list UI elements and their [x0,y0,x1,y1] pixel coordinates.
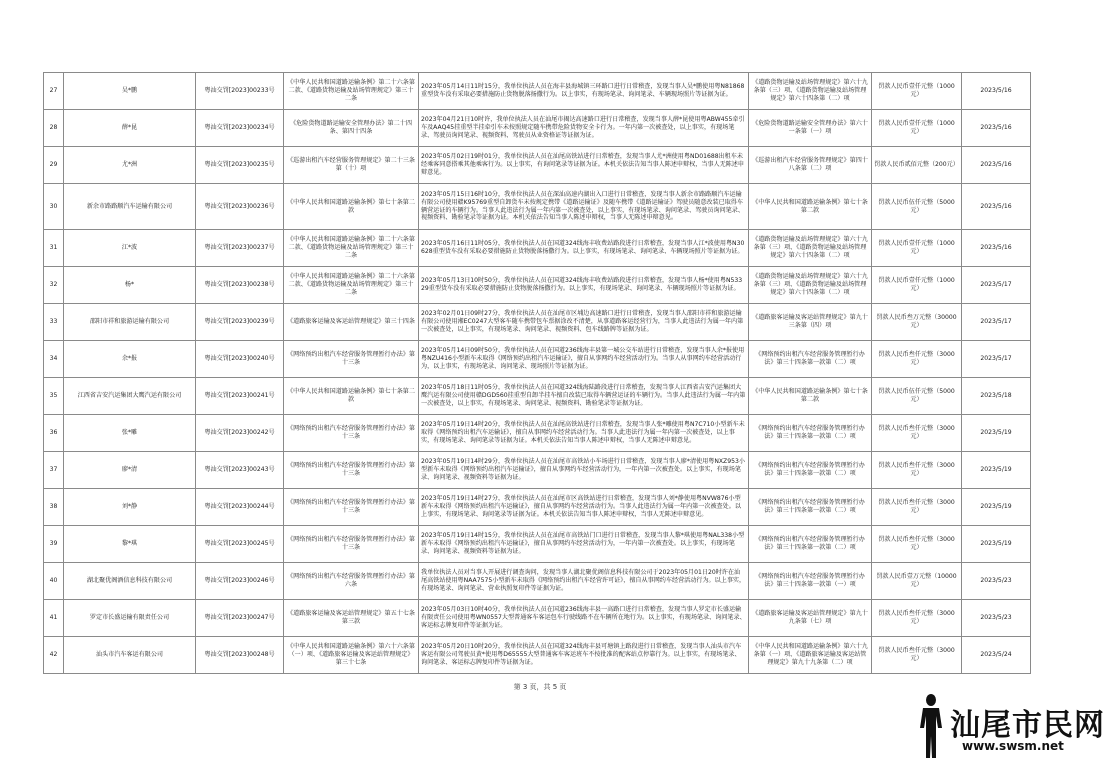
decision-number-cell: 粤汕交罚[2023]00236号 [196,184,284,230]
decision-date-cell: 2023/5/19 [962,415,1031,452]
decision-date-cell: 2023/5/18 [962,378,1031,415]
penalty-result-cell: 罚款人民币叁仟元整（3000元） [872,415,962,452]
penalty-result-cell: 罚款人民币叁仟元整（3000元） [872,600,962,637]
row-number-cell: 34 [44,341,64,378]
table-row [44,526,1031,563]
row-number-cell: 39 [44,526,64,563]
penalty-result-cell: 罚款人民币壹仟元整（1000元） [872,73,962,110]
row-number-cell: 40 [44,563,64,600]
penalty-result-cell: 罚款人民币伍仟元整（5000元） [872,184,962,230]
penalty-result-cell: 罚款人民币壹仟元整（1000元） [872,230,962,267]
violation-basis-cell: 《网络预约出租汽车经营服务管理暂行办法》第十三条 [284,526,419,563]
table-row [44,489,1031,526]
penalty-result-cell: 罚款人民币伍仟元整（5000元） [872,378,962,415]
penalty-result-cell: 罚款人民币叁仟元整（3000元） [872,637,962,674]
table-row [44,600,1031,637]
party-name-cell: 张*雕 [64,415,196,452]
violation-facts-cell: 2023年05月19日14时15分，我单位执法人员在汕尾市高铁站门口进行日常稽查，发现当事人黎*琪使用粤NAL338小型新车未取得《网络预约出租汽车运输证》，擅自从事网约车经营活动行为，一年内第一次被查处。以上事实，有现场笔录、询问笔录、视频资料等证据为证。 [419,526,749,563]
violation-facts-cell: 2023年05月19日14时20分，我单位执法人员在汕尾高铁站进行日常稽查，发现当事人张*雕使用粤N7C710小型新车未取得《网络预约出租汽车运输证》，擅自从事网约车经营活动行为。当事人此违法行为属一年内第一次被查处，以上事实，有现场笔录、询问笔录等证据为证。本机关依法告知当事人陈述申辩权，当事人无陈述申辩意见。 [419,415,749,452]
violation-facts-cell: 2023年05月18日11时05分，我单位执法人员在国道324线海陆路段进行日常稽查，发现当事人江西省吉安汽运集团大鹰汽运有限公司使用赣DGD560挂重型自卸半挂车擅自改装已取得车辆营运证的车辆行为。当事人此违法行为属一年内第一次被查处，以上事实，有现场笔录、询问笔录、视频资料、勘验笔录等证据为证。 [419,378,749,415]
penalty-basis-cell: 《网络预约出租汽车经营服务管理暂行办法》第三十四条第一款第（二）项 [749,452,872,489]
decision-date-cell: 2023/5/16 [962,110,1031,147]
row-number-cell: 36 [44,415,64,452]
decision-date-cell: 2023/5/23 [962,563,1031,600]
party-name-cell: 吴*鹏 [64,73,196,110]
person-silhouette-icon [914,692,948,760]
table-row [44,563,1031,600]
row-number-cell: 27 [44,73,64,110]
party-name-cell: 邵阳市祥和旅游运输有限公司 [64,304,196,341]
penalty-basis-cell: 《网络预约出租汽车经营服务管理暂行办法》第三十四条第一款第（二）项 [749,526,872,563]
penalty-basis-cell: 《网络预约出租汽车经营服务管理暂行办法》第三十四条第一款第（一）项 [749,563,872,600]
violation-facts-cell: 2023年04月21日10时许，我单位执法人员在汕尾市揭达高速路口进行日常稽查，发现当事人薛*昆使用粤ABW455牵引车及AAQ45挂重型半挂牵引车未按照规定随车携带危险货物安全卡行为。一年内第一次被查处，以上事实，有现场笔录、驾驶员询问笔录、视频资料、驾驶员从业资格证等证据为证。 [419,110,749,147]
violation-basis-cell: 《危险货物道路运输安全管理办法》第二十四条、第四十四条 [284,110,419,147]
decision-date-cell: 2023/5/19 [962,489,1031,526]
party-name-cell: 刘*静 [64,489,196,526]
row-number-cell: 33 [44,304,64,341]
row-number-cell: 31 [44,230,64,267]
party-name-cell: 杨* [64,267,196,304]
table-row [44,415,1031,452]
site-watermark [912,690,1105,760]
penalty-result-cell: 罚款人民币叁仟元整（3000元） [872,452,962,489]
penalty-basis-cell: 《危险货物道路运输安全管理办法》第六十一条第（一）项 [749,110,872,147]
violation-facts-cell: 2023年05月20日10时20分，我单位执法人员在国道324线海丰县可塘镇上路段进行日常稽查，发现当事人汕头市汽车客运有限公司驾驶员黄*使用粤D65555大型普通客车客运班车不按批准的配客站点停靠行为。以上事实，有现场笔录、询问笔录、客运标志牌复印件等证据为证。 [419,637,749,674]
table-row [44,230,1031,267]
decision-date-cell: 2023/5/16 [962,147,1031,184]
violation-facts-cell: 2023年05月14日11时15分，我单位执法人员在海丰县海城镇三环路口进行日常稽查，发现当事人吴*鹏使用粤N81868重型货车没有采取必要措施防止货物脱落扬撒行为。以上事实，有现场笔录、询问笔录、车辆现场照片等证据为证。 [419,73,749,110]
table-row [44,378,1031,415]
penalty-result-cell: 罚款人民币壹万元整（10000元） [872,563,962,600]
violation-basis-cell: 《中华人民共和国道路运输条例》第七十条第二款 [284,184,419,230]
violation-basis-cell: 《网络预约出租汽车经营服务管理暂行办法》第十三条 [284,415,419,452]
decision-date-cell: 2023/5/17 [962,304,1031,341]
penalty-basis-cell: 《道路货物运输及站场管理规定》第六十九条第（三）项、《道路货物运输及站场管理规定》第六十四条第（二）项 [749,267,872,304]
party-name-cell: 薛*昆 [64,110,196,147]
decision-number-cell: 粤汕交罚[2023]00233号 [196,73,284,110]
decision-number-cell: 粤汕交罚[2023]00240号 [196,341,284,378]
party-name-cell: 罗定市长盛运输有限责任公司 [64,600,196,637]
decision-number-cell: 粤汕交罚[2023]00242号 [196,415,284,452]
table-row [44,452,1031,489]
party-name-cell: 余*报 [64,341,196,378]
row-number-cell: 30 [44,184,64,230]
penalty-table [43,72,1031,674]
party-name-cell: 湖北聚优阁酒信息科技有限公司 [64,563,196,600]
table-row [44,110,1031,147]
watermark-url: www.swsm.net [962,739,1064,753]
decision-number-cell: 粤汕交罚[2023]00246号 [196,563,284,600]
decision-number-cell: 粤汕交罚[2023]00247号 [196,600,284,637]
violation-basis-cell: 《中华人民共和国道路运输条例》第六十六条第（一）项、《道路旅客运输及客运站管理规定》第三十七条 [284,637,419,674]
penalty-basis-cell: 《道路旅客运输及客运站管理规定》第九十三条第（四）项 [749,304,872,341]
violation-basis-cell: 《网络预约出租汽车经营服务管理暂行办法》第十三条 [284,489,419,526]
penalty-result-cell: 罚款人民币叁仟元整（3000元） [872,341,962,378]
violation-basis-cell: 《道路旅客运输及客运站管理规定》第五十七条第三款 [284,600,419,637]
violation-basis-cell: 《网络预约出租汽车经营服务管理暂行办法》第六条 [284,563,419,600]
watermark-title: 汕尾市民网 [950,708,1105,743]
row-number-cell: 42 [44,637,64,674]
penalty-result-cell: 罚款人民币贰佰元整（200元） [872,147,962,184]
penalty-result-cell: 罚款人民币叁万元整（30000元） [872,304,962,341]
penalty-result-cell: 罚款人民币壹仟元整（1000元） [872,267,962,304]
penalty-basis-cell: 《道路货物运输及站场管理规定》第六十九条第（三）项、《道路货物运输及站场管理规定》第六十四条第（二）项 [749,73,872,110]
violation-basis-cell: 《道路旅客运输及客运站管理规定》第三十四条 [284,304,419,341]
decision-number-cell: 粤汕交罚[2023]00244号 [196,489,284,526]
violation-basis-cell: 《中华人民共和国道路运输条例》第七十条第二款 [284,378,419,415]
decision-date-cell: 2023/5/19 [962,526,1031,563]
violation-basis-cell: 《中华人民共和国道路运输条例》第二十六条第二款、《道路货物运输及站场管理规定》第三十二条 [284,230,419,267]
violation-basis-cell: 《中华人民共和国道路运输条例》第二十六条第二款、《道路货物运输及站场管理规定》第三十二条 [284,73,419,110]
violation-facts-cell: 2023年05月13日10时50分，我单位执法人员在国道324线海丰收费站路段进行日常稽查，发现当事人杨*使用粤N53329重型货车没有采取必要措施防止货物脱落扬撒行为。以上事实，有现场笔录、询问笔录、车辆现场照片等证据为证。 [419,267,749,304]
decision-date-cell: 2023/5/23 [962,600,1031,637]
decision-number-cell: 粤汕交罚[2023]00234号 [196,110,284,147]
penalty-basis-cell: 《网络预约出租汽车经营服务管理暂行办法》第三十四条第一款第（二）项 [749,489,872,526]
table-row [44,184,1031,230]
violation-facts-cell: 2023年05月02日19时01分，我单位执法人员在汕尾高铁站进行日常稽查，发现当事人尤*洲使用粤ND01688出租车未经乘客同意搭乘其他乘客行为。以上事实，有询问笔录等证据为证。本机关依法告知当事人陈述申辩权，当事人无陈述申辩意见。 [419,147,749,184]
table-row [44,304,1031,341]
party-name-cell: 尤*洲 [64,147,196,184]
penalty-result-cell: 罚款人民币壹仟元整（1000元） [872,110,962,147]
decision-date-cell: 2023/5/16 [962,230,1031,267]
violation-facts-cell: 2023年05月16日11时05分，我单位执法人员在国道324线海丰收费站路段进行日常稽查，发现当事人江*波使用粤N30628重型货车没有采取必要措施防止货物脱落扬撒行为。以上事实，有现场笔录、询问笔录、车辆现场照片等证据为证。 [419,230,749,267]
party-name-cell: 新余市路路顺汽车运输有限公司 [64,184,196,230]
row-number-cell: 29 [44,147,64,184]
party-name-cell: 江*波 [64,230,196,267]
table-row [44,73,1031,110]
penalty-basis-cell: 《网络预约出租汽车经营服务管理暂行办法》第三十四条第一款第（二）项 [749,415,872,452]
row-number-cell: 38 [44,489,64,526]
page-indicator: 第 3 页，共 5 页 [513,683,567,691]
violation-basis-cell: 《网络预约出租汽车经营服务管理暂行办法》第十三条 [284,341,419,378]
penalty-basis-cell: 《巡游出租汽车经营服务管理规定》第四十八条第（二）项 [749,147,872,184]
violation-facts-cell: 2023年05月03日10时40分，我单位执法人员在国道236线海丰县一高路口进行日常稽查，发现当事人罗定市长盛运输有限责任公司使用粤WN0557大型普通客车客运包车行驶线路不在车辆所在地行为。以上事实，有现场笔录、询问笔录、客运标志牌复印件等证据为证。 [419,600,749,637]
row-number-cell: 28 [44,110,64,147]
row-number-cell: 35 [44,378,64,415]
decision-number-cell: 粤汕交罚[2023]00241号 [196,378,284,415]
party-name-cell: 黎*琪 [64,526,196,563]
party-name-cell: 廖*清 [64,452,196,489]
decision-number-cell: 粤汕交罚[2023]00235号 [196,147,284,184]
decision-number-cell: 粤汕交罚[2023]00245号 [196,526,284,563]
table-row [44,147,1031,184]
penalty-result-cell: 罚款人民币叁仟元整（3000元） [872,489,962,526]
decision-date-cell: 2023/5/16 [962,73,1031,110]
penalty-result-cell: 罚款人民币叁仟元整（3000元） [872,526,962,563]
violation-facts-cell: 2023年05月15日16时10分，我单位执法人员在深汕高速内湖出入口进行日常稽查，发现当事人新余市路路顺汽车运输有限公司使用赣K95769重型自卸货车未按规定携带《道路运输证》及随车携带《道路运输证》驾驶员随意改装已取得车辆营运证的车辆行为。当事人此违法行为属一年内第一次被查处，以上事实，有现场笔录、询问笔录、驾驶员询问笔录、视频资料、勘验笔录等证据为证。本机关依法告知当事人陈述申辩权，当事人无陈述申辩意见。 [419,184,749,230]
party-name-cell: 江西省吉安汽运集团大鹰汽运有限公司 [64,378,196,415]
penalty-basis-cell: 《道路旅客运输及客运站管理规定》第九十九条第（七）项 [749,600,872,637]
violation-facts-cell: 2023年02月01日09时27分，我单位执法人员在汕尾市区埔边高速路口进行日常稽查，发现当事人邵阳市祥和旅游运输有限公司使用湘EC0247大型客车随车携带包车票据涂改不清楚，从事道路客运经营行为，当事人此违法行为属一年内第一次被查处，以上事实，有现场笔录、询问笔录、视频资料、包车线路牌等证据为证。 [419,304,749,341]
decision-date-cell: 2023/5/24 [962,637,1031,674]
violation-basis-cell: 《巡游出租汽车经营服务管理规定》第二十三条第（十）项 [284,147,419,184]
violation-basis-cell: 《网络预约出租汽车经营服务管理暂行办法》第十三条 [284,452,419,489]
decision-number-cell: 粤汕交罚[2023]00238号 [196,267,284,304]
decision-date-cell: 2023/5/19 [962,452,1031,489]
violation-facts-cell: 我单位执法人员对当事人开展进行调查询问，发现当事人湖北聚优阁信息科技有限公司于2023年05月01日20时许在汕尾高铁站使用粤NAA7575小型新车未取得《网络预约出租汽车经营许可证》，擅自从事网约车经营活动行为。以上事实，有现场笔录、询问笔录、营业执照复印件等证据为证。 [419,563,749,600]
penalty-basis-cell: 《道路货物运输及站场管理规定》第六十九条第（三）项、《道路货物运输及站场管理规定》第六十四条第（二）项 [749,230,872,267]
row-number-cell: 37 [44,452,64,489]
row-number-cell: 32 [44,267,64,304]
decision-number-cell: 粤汕交罚[2023]00237号 [196,230,284,267]
row-number-cell: 41 [44,600,64,637]
violation-basis-cell: 《中华人民共和国道路运输条例》第二十六条第二款、《道路货物运输及站场管理规定》第三十二条 [284,267,419,304]
party-name-cell: 汕头市汽车客运有限公司 [64,637,196,674]
decision-number-cell: 粤汕交罚[2023]00248号 [196,637,284,674]
table-row [44,341,1031,378]
violation-facts-cell: 2023年05月19日14时27分，我单位执法人员在汕尾市区高铁站进行日常稽查，发现当事人刘*静使用粤NVW876小型新车未取得《网络预约出租汽车运输证》，擅自从事网约车经营活动行为。当事人此违法行为属一年内第一次被查处。以上事实，有现场笔录、询问笔录等证据为证。本机关依法告知当事人陈述申辩权，当事人无陈述申辩意见。 [419,489,749,526]
table-row [44,637,1031,674]
violation-facts-cell: 2023年05月14日09时50分，我单位执法人员在国道236线海丰县第一城公交车站进行日常稽查，发现当事人余*报使用粤NZU416小型新车未取得《网络预约出租汽车运输证》，擅自从事网约车经营活动行为。当事人从事网约车经营活动行为，以上事实，有现场笔录、询问笔录、现场照片等证据为证。 [419,341,749,378]
decision-number-cell: 粤汕交罚[2023]00243号 [196,452,284,489]
penalty-basis-cell: 《中华人民共和国道路运输条例》第七十条第二款 [749,378,872,415]
table-row [44,267,1031,304]
penalty-basis-cell: 《网络预约出租汽车经营服务管理暂行办法》第三十四条第一款第（二）项 [749,341,872,378]
decision-date-cell: 2023/5/16 [962,184,1031,230]
violation-facts-cell: 2023年05月19日14时29分，我单位执法人员在汕尾市高铁站小车场进行日常稽查，发现当事人廖*清使用粤NXZ953小型新车未取得《网络预约出租汽车运输证》，擅自从事网约车经营活动行为，一年内第一次被查处。以上事实，有现场笔录、询问笔录、视频资料等证据为证。 [419,452,749,489]
decision-number-cell: 粤汕交罚[2023]00239号 [196,304,284,341]
penalty-basis-cell: 《中华人民共和国道路运输条例》第七十条第二款 [749,184,872,230]
decision-date-cell: 2023/5/17 [962,267,1031,304]
penalty-basis-cell: 《中华人民共和国道路运输条例》第六十九条第（一）项、《道路旅客运输及客运站管理规定》第九十九条第（二）项 [749,637,872,674]
decision-date-cell: 2023/5/17 [962,341,1031,378]
